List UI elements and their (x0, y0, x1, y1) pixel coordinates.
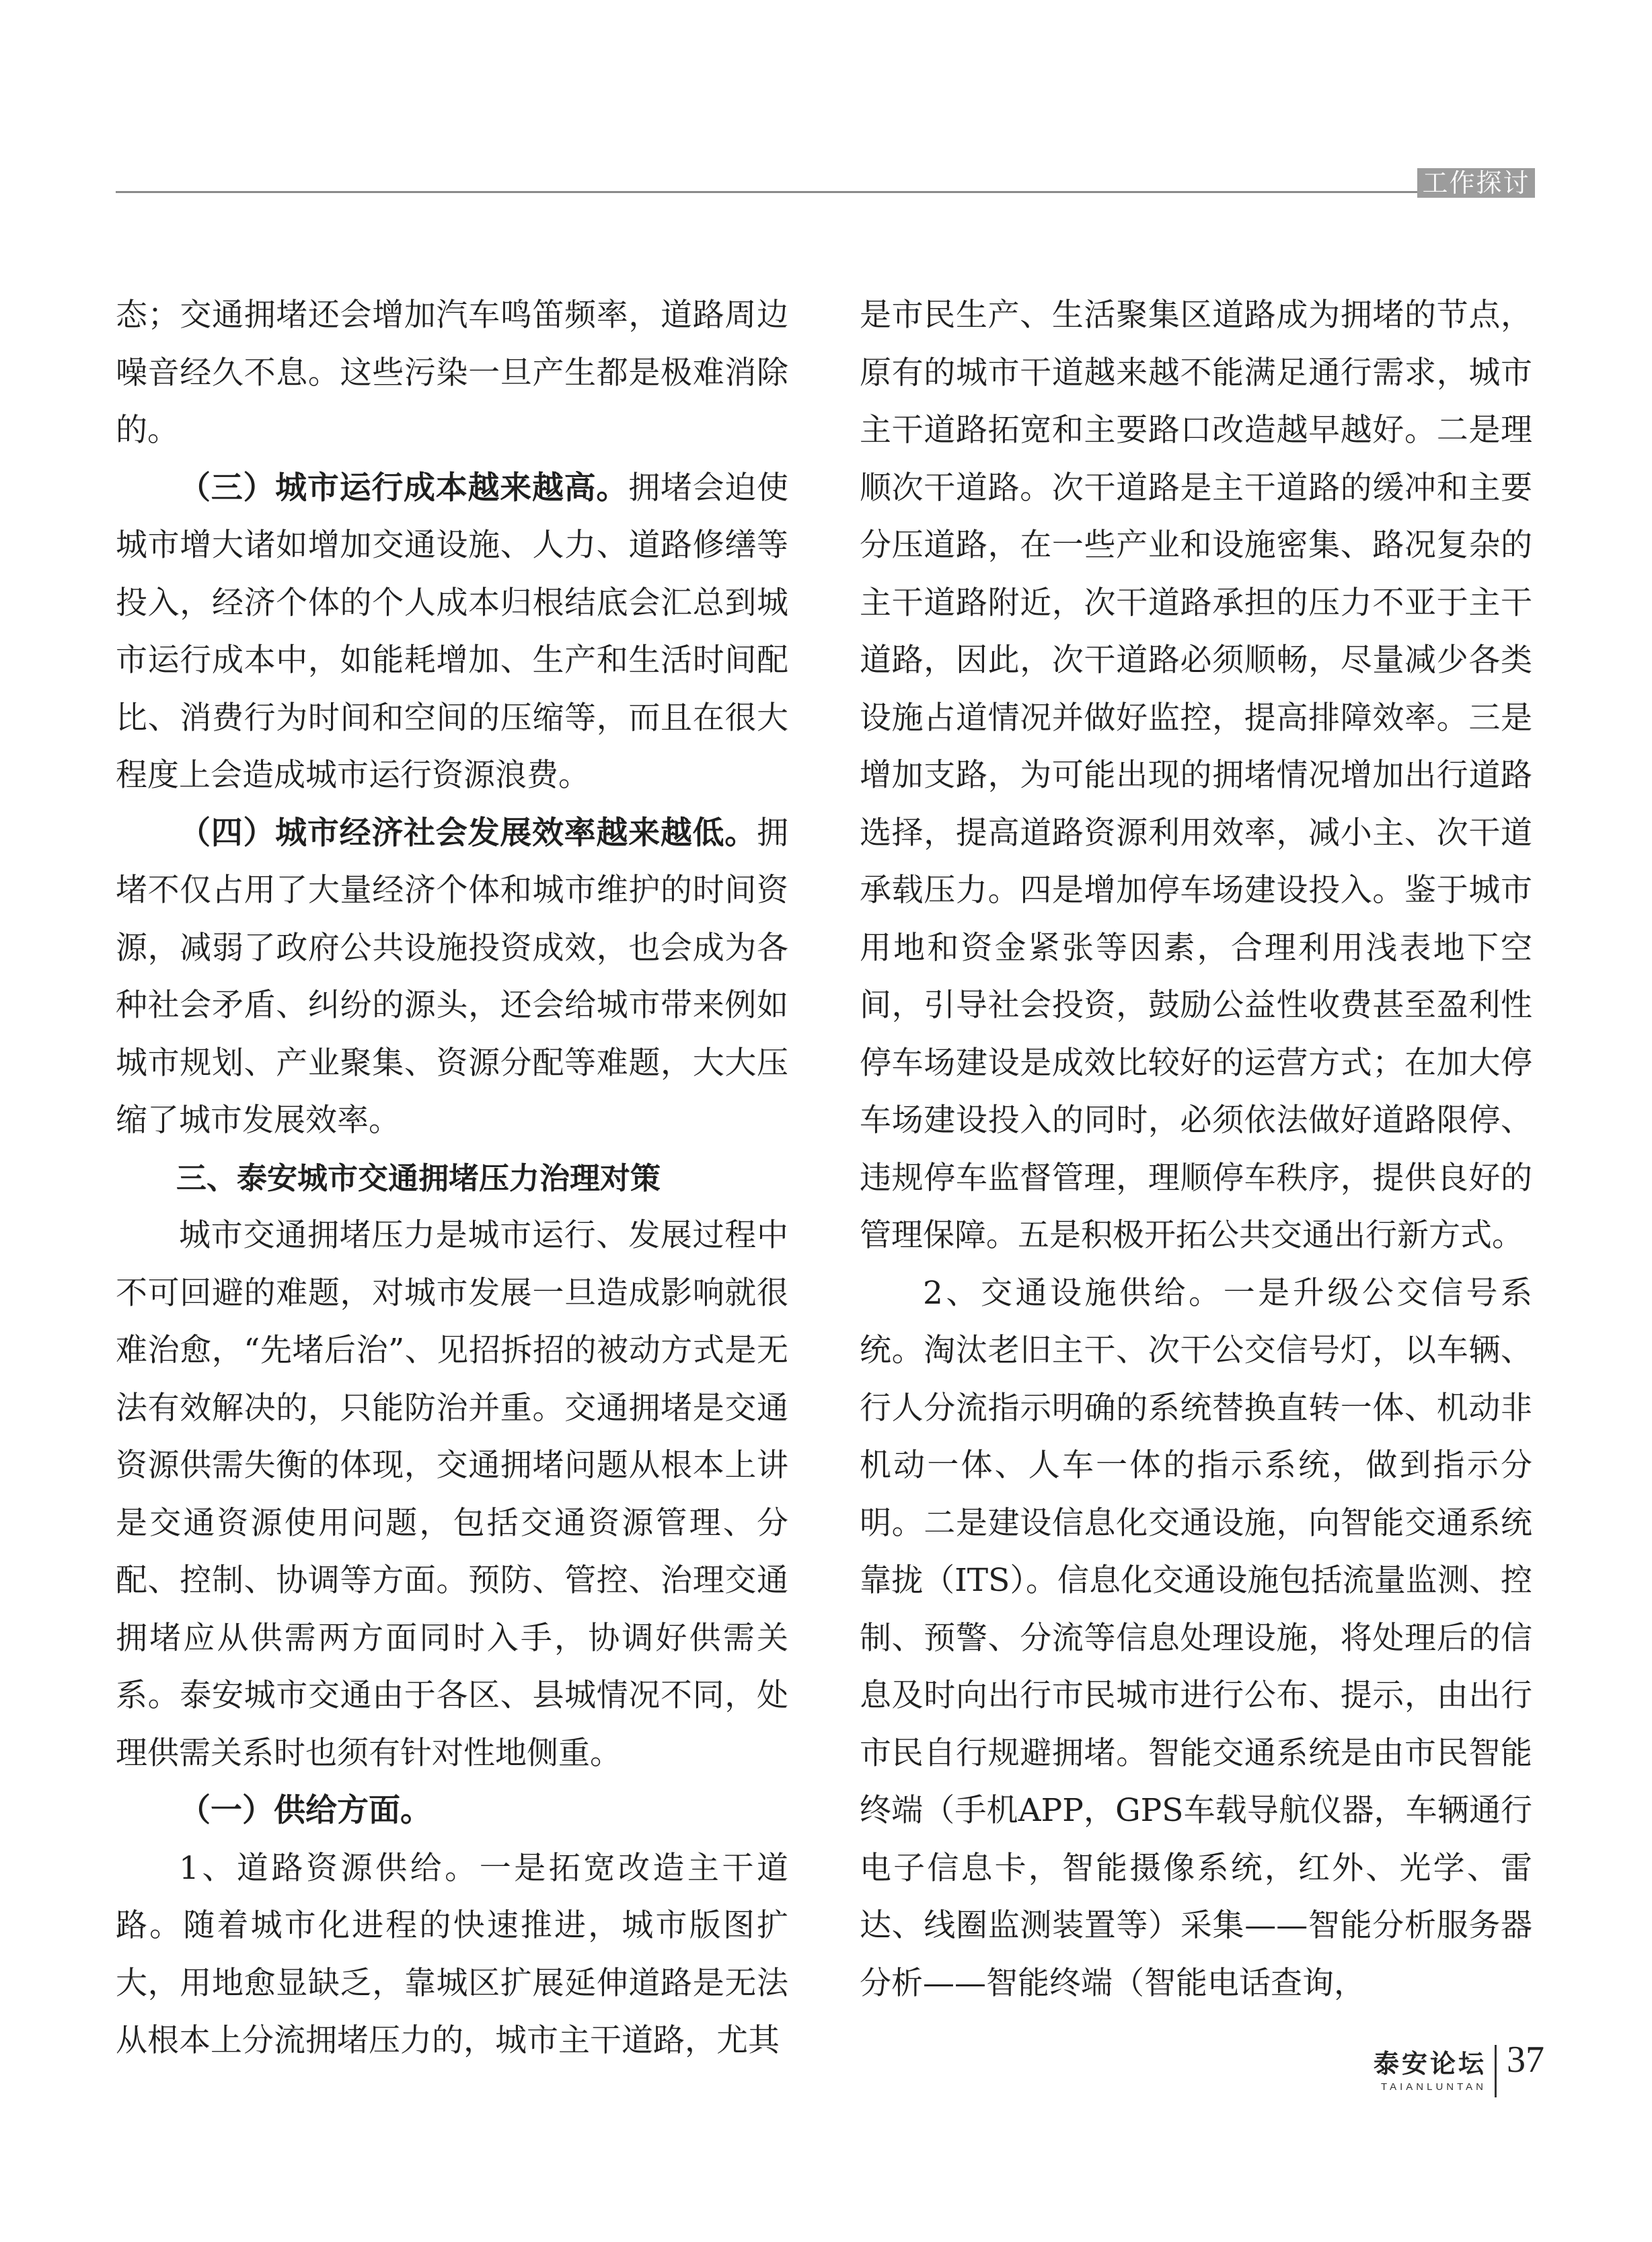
paragraph-body: 拥堵会迫使城市增大诸如增加交通设施、人力、道路修缮等投入，经济个体的个人成本归根结底会汇总到城市运行成本中，如能耗增加、生产和生活时间配比、消费行为时间和空间的压缩等，而且在很大程度上会造成城市运行资源浪费。 (116, 469, 789, 794)
subsection-heading: （一）供给方面。 (179, 1792, 432, 1829)
paragraph: 2、交通设施供给。一是升级公交信号系统。淘汰老旧主干、次干公交信号灯，以车辆、行人分流指示明确的系统替换直转一体、机动非机动一体、人车一体的指示系统，做到指示分明。二是建设信息化交通设施，向智能交通系统靠拢（ITS）。信息化交通设施包括流量监测、控制、预警、分流等信息处理设施，将处理后的信息及时向出行市民城市进行公布、提示，由出行市民自行规避拥堵。智能交通系统是由市民智能终端（手机APP，GPS车载导航仪器，车辆通行电子信息卡，智能摄像系统，红外、光学、雷达、线圈监测装置等）采集——智能分析服务器分析——智能终端（智能电话查询， (860, 1274, 1532, 2002)
paragraph-body: 拥堵不仅占用了大量经济个体和城市维护的时间资源，减弱了政府公共设施投资成效，也会成为各种社会矛盾、纠纷的源头，还会给城市带来例如城市规划、产业聚集、资源分配等难题，大大压缩了城市发展效率。 (116, 814, 788, 1139)
footer-divider (1495, 2045, 1497, 2097)
paragraph: 态；交通拥堵还会增加汽车鸣笛频率，道路周边噪音经久不息。这些污染一旦产生都是极难消除的。 (116, 297, 788, 449)
paragraph-lead: （三）城市运行成本越来越高。 (179, 469, 629, 507)
page-number: 37 (1507, 2039, 1544, 2081)
paragraph-lead: （四）城市经济社会发展效率越来越低。 (179, 814, 757, 852)
paragraph: 是市民生产、生活聚集区道路成为拥堵的节点，原有的城市干道越来越不能满足通行需求，城市主干道路拓宽和主要路口改造越早越好。二是理顺次干道路。次干道路是主干道路的缓冲和主要分压道路，在一些产业和设施密集、路况复杂的主干道路附近，次干道路承担的压力不亚于主干道路，因此，次干道路必须顺畅，尽量减少各类设施占道情况并做好监控，提高排障效率。三是增加支路，为可能出现的拥堵情况增加出行道路选择，提高道路资源利用效率，减小主、次干道承载压力。四是增加停车场建设投入。鉴于城市用地和资金紧张等因素，合理利用浅表地下空间，引导社会投资，鼓励公益性收费甚至盈利性停车场建设是成效比较好的运营方式；在加大停车场建设投入的同时，必须依法做好道路限停、违规停车监督管理，理顺停车秩序，提供良好的管理保障。五是积极开拓公共交通出行新方式。 (860, 297, 1532, 1254)
paragraph: 城市交通拥堵压力是城市运行、发展过程中不可回避的难题，对城市发展一旦造成影响就很难治愈，“先堵后治”、见招拆招的被动方式是无法有效解决的，只能防治并重。交通拥堵是交通资源供需失衡的体现，交通拥堵问题从根本上讲是交通资源使用问题，包括交通资源管理、分配、控制、协调等方面。预防、管控、治理交通拥堵应从供需两方面同时入手，协调好供需关系。泰安城市交通由于各区、县城情况不同，处理供需关系时也须有针对性地侧重。 (116, 1217, 788, 1772)
magazine-name-cn: 泰安论坛 (1373, 2049, 1487, 2079)
right-column (860, 287, 1532, 2012)
magazine-name-en: TAIANLUNTAN (1381, 2081, 1487, 2093)
paragraph (116, 1782, 788, 1840)
magazine-name (1318, 2043, 1487, 2093)
paragraph (116, 805, 788, 1150)
left-column (116, 287, 788, 2070)
paragraph: 1、道路资源供给。一是拓宽改造主干道路。随着城市化进程的快速推进，城市版图扩大，用地愈显缺乏，靠城区扩展延伸道路是无法从根本上分流拥堵压力的，城市主干道路，尤其 (116, 1849, 788, 2059)
section-heading: 三、泰安城市交通拥堵压力治理对策 (176, 1160, 661, 1196)
paragraph (116, 459, 788, 805)
section-tag: 工作探讨 (1417, 168, 1535, 198)
header-rule (116, 191, 1417, 193)
